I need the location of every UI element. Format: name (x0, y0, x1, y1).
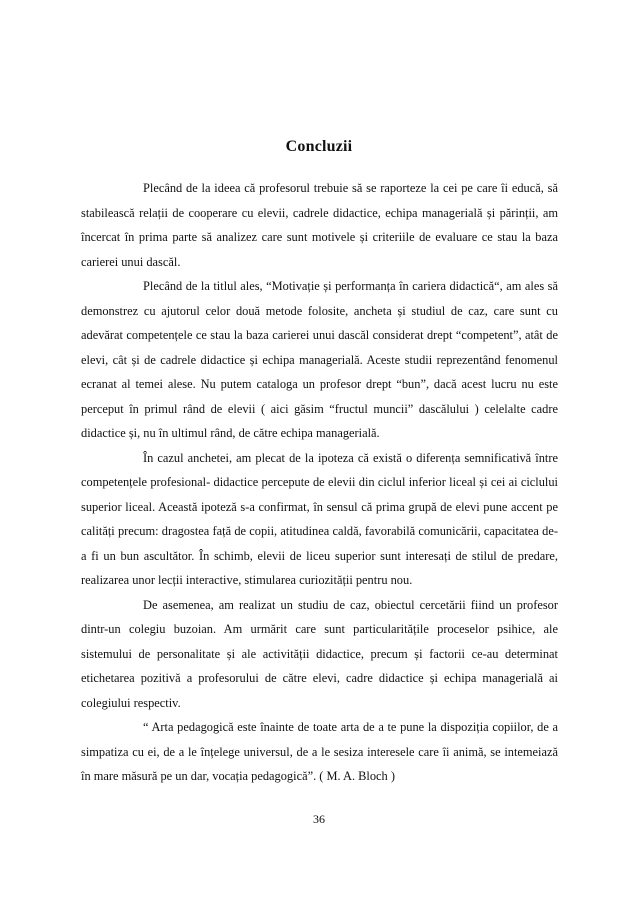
paragraph-method: Plecând de la titlul ales, “Motivație și performanța în cariera didactică“, am ales să demonstrez cu ajutorul celor două metode folosite, ancheta și studiul de caz, care sunt cu adevărat competențele ce stau la baza carierei unui dascăl considerat drept “competent”, atât de elevi, cât și de cadrele didactice și echipa managerială. Aceste studii reprezentând fenomenul ecranat al temei alese. Nu putem cataloga un profesor drept “bun”, dacă acest lucru nu este perceput în primul rând de elevii ( aici găsim “fructul muncii” dascălului ) celelalte cadre didactice și, nu în ultimul rând, de către echipa managerială. (81, 279, 558, 440)
paragraph-intro: Plecând de la ideea că profesorul trebuie să se raporteze la cei pe care îi educă, să stabilească relații de cooperare cu elevii, cadrele didactice, echipa managerială și părinții, am încercat în prima parte să analizez care sunt motivele și criteriile de evaluare ce stau la baza carierei unui dascăl. (81, 181, 558, 269)
body-text (81, 176, 558, 789)
paragraph-survey: În cazul anchetei, am plecat de la ipoteza că există o diferența semnificativă între competențele profesional- didactice percepute de elevii din ciclul inferior liceal și cei ai ciclului superior liceal. Această ipoteză s-a confirmat, în sensul că prima grupă de elevi pune accent pe calități precum: dragostea față de copii, atitudinea caldă, favorabilă comunicării, capacitatea de-a fi un bun ascultător. În schimb, elevii de liceu superior sunt interesați de stilul de predare, realizarea unor lecții interactive, stimularea curiozității pentru nou. (81, 450, 558, 587)
paragraph-case-study: De asemenea, am realizat un studiu de caz, obiectul cercetării fiind un profesor dintr-un colegiu buzoian. Am urmărit care sunt particularitățile proceselor psihice, ale sistemului de personalitate și ale activității didactice, precum și factorii ce-au determinat etichetarea pozitivă a profesorului de către elevi, cadre didactice și echipa managerială ai colegiului respectiv. (81, 597, 558, 710)
paragraph-quote: “ Arta pedagogică este înainte de toate arta de a te pune la dispoziția copiilor, de a simpatiza cu ei, de a le înțelege universul, de a le sesiza interesele care îi animă, se intemeiază în mare măsură pe un dar, vocația pedagogică”. ( M. A. Bloch ) (81, 720, 558, 783)
page-title: Concluzii (285, 138, 353, 155)
page-number: 36 (313, 812, 325, 826)
